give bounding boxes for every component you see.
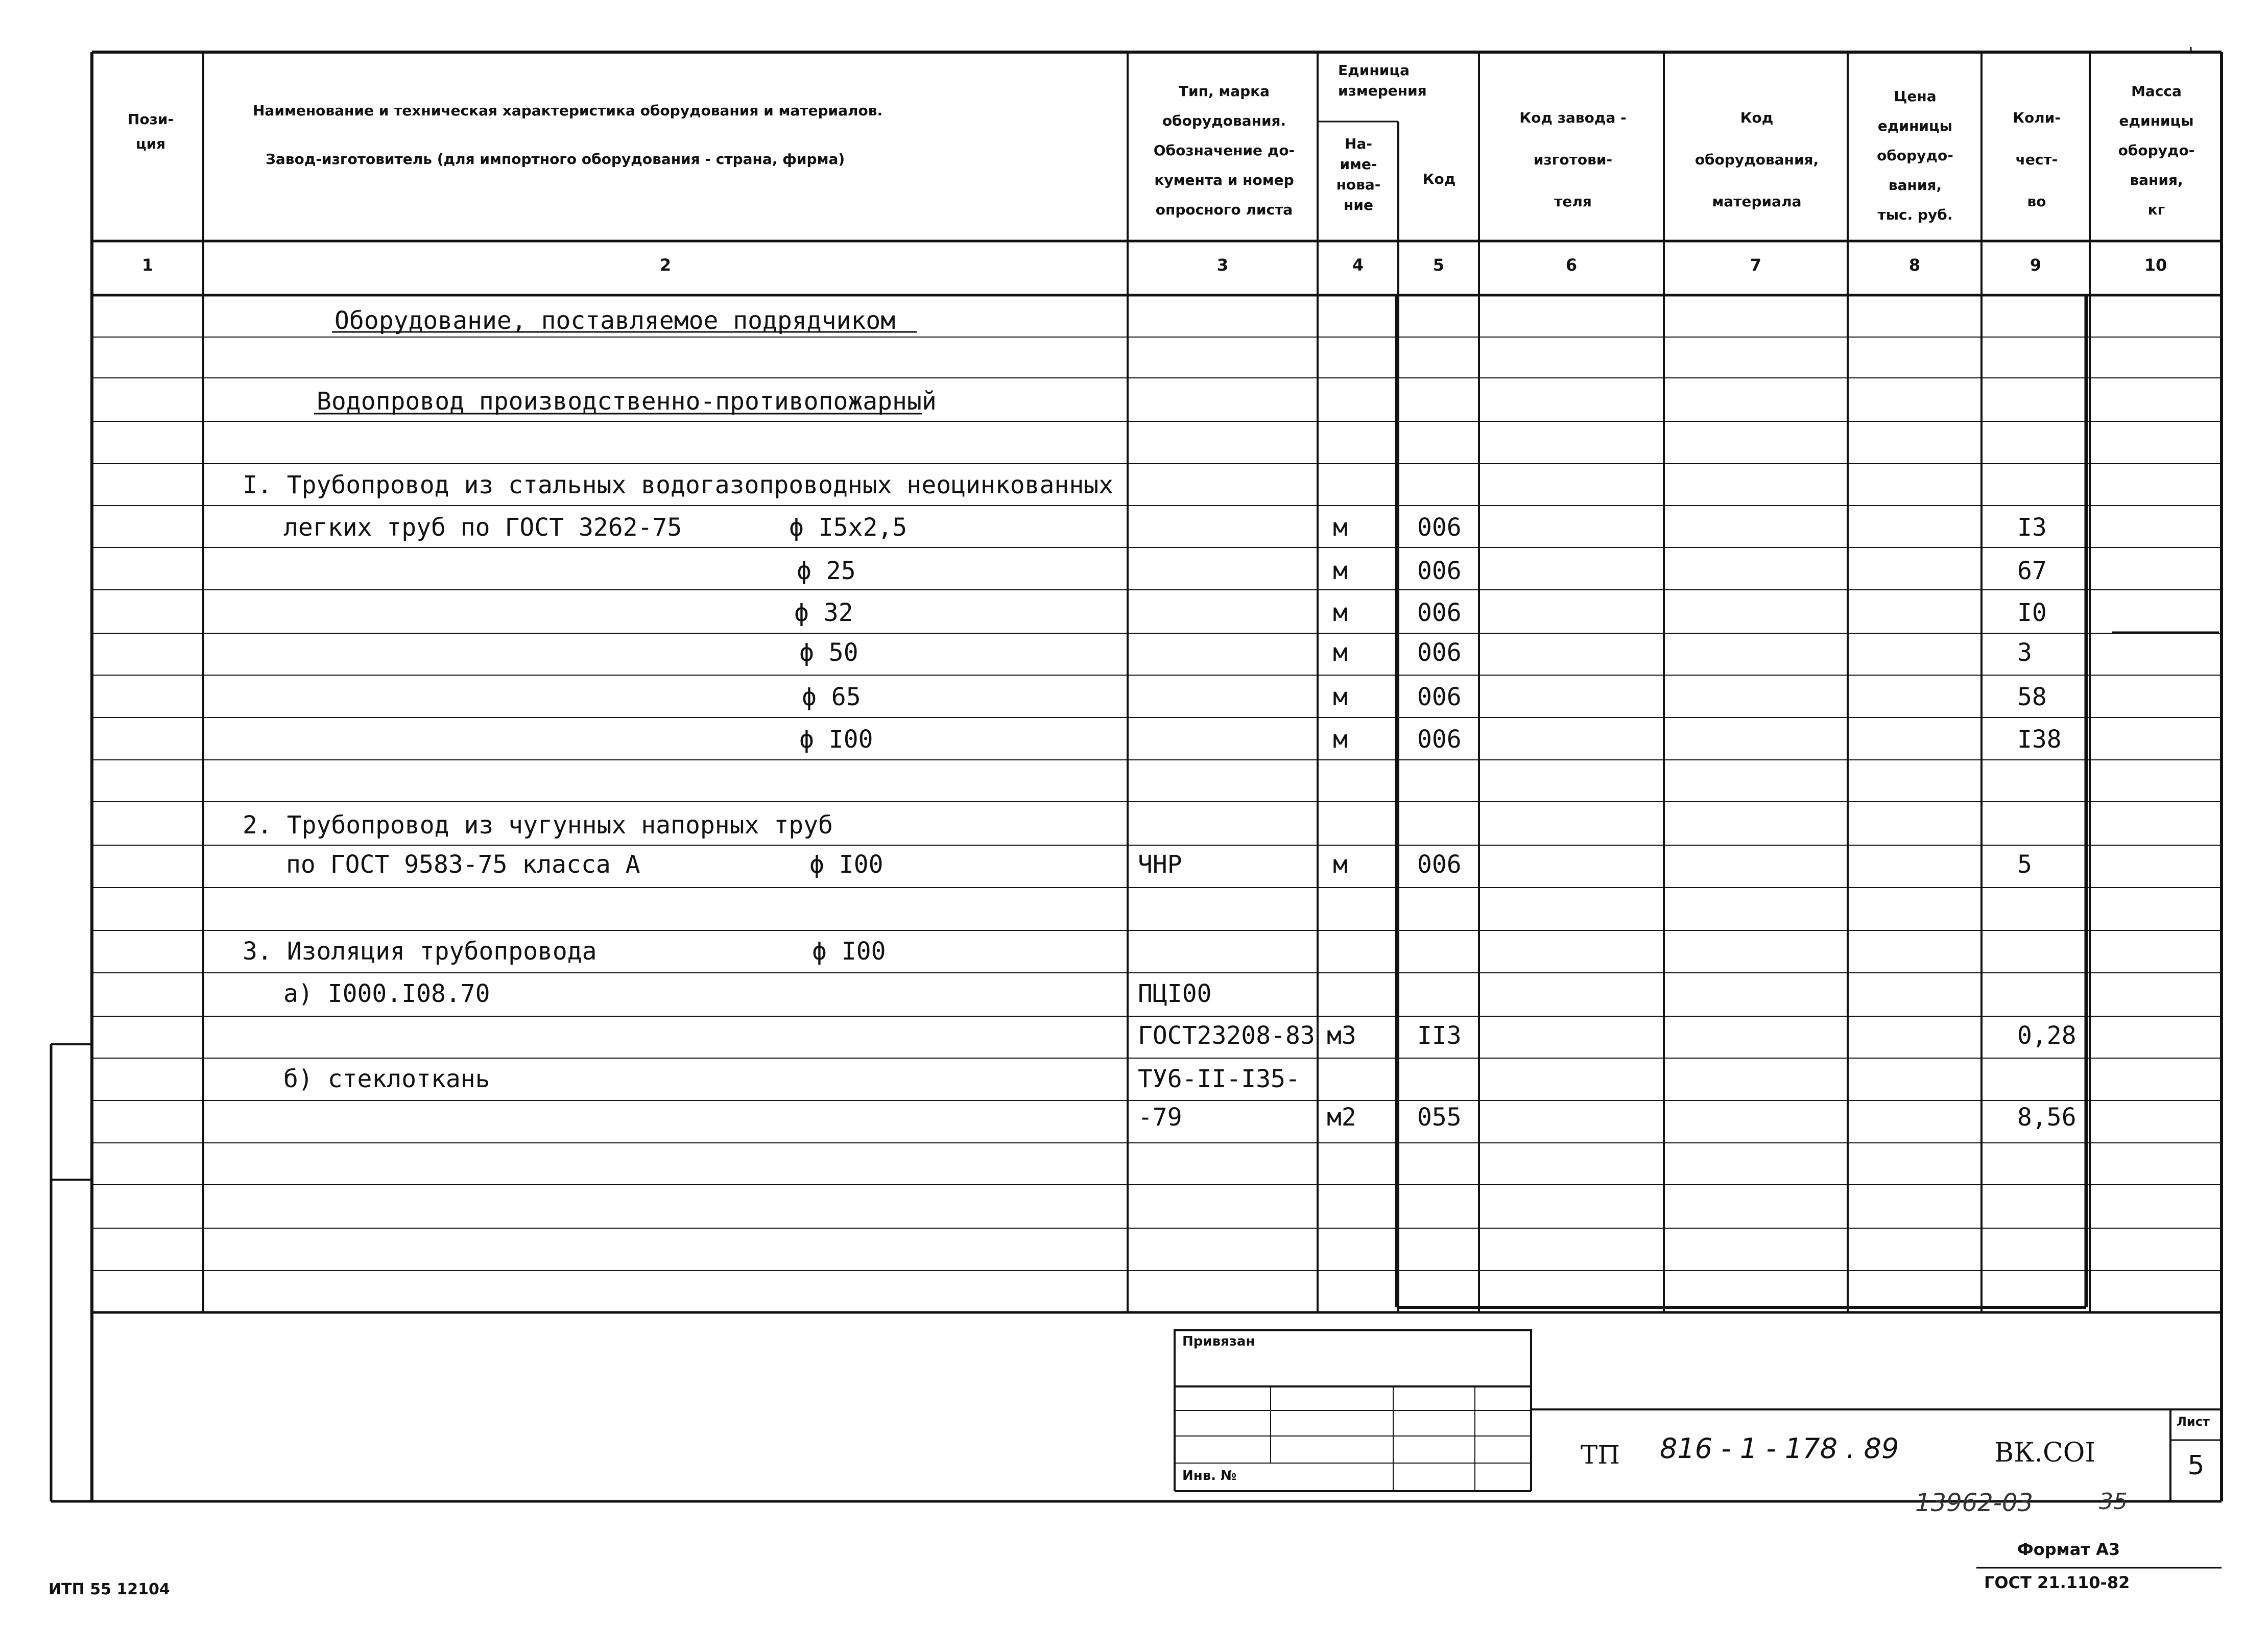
row-unit: м: [1333, 850, 1348, 879]
row-name: по ГОСТ 9583-75 класса А: [286, 850, 640, 879]
row-diameter: ϕ 25: [797, 557, 856, 585]
header-type: Тип, марка оборудования. Обозначение до- кумента и номер опросного листа: [1153, 83, 1295, 218]
column-number: 2: [659, 255, 672, 275]
row-unit: м: [1333, 513, 1348, 542]
doc-number: 816 - 1 - 178 . 89: [1660, 1432, 1899, 1465]
row-type: ПЦI00: [1138, 979, 1212, 1008]
handwritten-reference: 13962-03: [1915, 1489, 2034, 1517]
row-unit: м: [1333, 557, 1348, 585]
column-number: 5: [1433, 255, 1445, 275]
handwritten-number: 35: [2099, 1489, 2128, 1515]
row-quantity: 3: [2017, 638, 2032, 667]
column-number: 1: [141, 255, 154, 275]
sheet-number: 5: [2187, 1450, 2205, 1481]
row-unit: м: [1333, 638, 1348, 667]
row-unit: м: [1333, 725, 1348, 754]
row-name: I. Трубопровод из стальных водогазопроводных неоцинкованных: [243, 471, 1114, 499]
row-diameter: ϕ I00: [812, 937, 886, 966]
section-title-water-supply: Водопровод производственно-противопожарный: [317, 387, 937, 416]
row-name: а) I000.I08.70: [283, 979, 490, 1008]
row-unit-code: 006: [1417, 850, 1462, 879]
sheet-label: Лист: [2177, 1415, 2210, 1429]
row-quantity: I0: [2017, 598, 2047, 627]
column-number: 7: [1750, 255, 1762, 275]
row-name: 2. Трубопровод из чугунных напорных труб: [243, 811, 833, 840]
header-manufacturer-code: Код завода - изготови- теля: [1519, 109, 1627, 210]
stamp-inventory-number: Инв. №: [1182, 1468, 1237, 1483]
header-position: Пози- ция: [127, 111, 174, 152]
header-mass: Масса единицы оборудо- вания, кг: [2118, 83, 2195, 218]
doc-code: ВК.СОI: [1994, 1438, 2095, 1468]
row-unit: м: [1333, 683, 1348, 711]
header-unit-name: На- име- нова- ние: [1336, 135, 1381, 213]
row-quantity: 67: [2017, 557, 2047, 585]
row-unit-code: 006: [1417, 683, 1462, 711]
row-quantity: 5: [2017, 850, 2032, 879]
row-unit-code: 006: [1417, 557, 1462, 585]
row-name: легких труб по ГОСТ 3262-75: [283, 513, 682, 542]
row-unit-code: II3: [1417, 1021, 1462, 1050]
row-unit-code: 006: [1417, 725, 1462, 754]
column-number: 8: [1908, 255, 1921, 275]
column-number: 9: [2030, 255, 2042, 275]
row-quantity: I3: [2017, 513, 2047, 542]
column-number: 6: [1565, 255, 1578, 275]
row-unit-code: 055: [1417, 1103, 1462, 1132]
row-type: ГОСТ23208-83: [1138, 1021, 1315, 1050]
header-price: Цена единицы оборудо- вания, тыс. руб.: [1877, 88, 1953, 223]
header-name-line1: Наименование и техническая характеристика оборудования и материалов.: [253, 102, 883, 119]
row-type: ЧНР: [1138, 850, 1182, 879]
row-unit: м: [1333, 598, 1348, 627]
header-unit-code: Код: [1422, 171, 1456, 187]
row-unit-code: 006: [1417, 598, 1462, 627]
header-quantity: Коли- чест- во: [2013, 109, 2061, 210]
row-quantity: 8,56: [2017, 1103, 2076, 1132]
row-unit: м2: [1327, 1103, 1356, 1132]
row-name: 3. Изоляция трубопровода: [243, 937, 597, 966]
header-equipment-code: Код оборудования, материала: [1694, 109, 1819, 210]
itp-label: ИТП 55 12104: [49, 1581, 170, 1598]
column-number: 10: [2144, 255, 2167, 275]
row-name: б) стеклоткань: [283, 1065, 490, 1093]
format-label: Формат А3: [2017, 1540, 2120, 1559]
row-diameter: ϕ I5x2,5: [789, 513, 908, 542]
row-unit: м3: [1327, 1021, 1356, 1050]
stamp-privyazan: Привязан: [1182, 1334, 1255, 1349]
row-diameter: ϕ 32: [794, 598, 853, 627]
row-quantity: 58: [2017, 683, 2047, 711]
section-title-equipment: Оборудование, поставляемое подрядчиком: [335, 306, 896, 335]
row-diameter: ϕ I00: [799, 725, 873, 754]
row-diameter: ϕ 50: [799, 638, 858, 667]
row-type: -79: [1138, 1103, 1182, 1132]
column-number: 4: [1352, 255, 1364, 275]
header-name-line2: Завод-изготовитель (для импортного оборудования - страна, фирма): [266, 151, 845, 167]
row-quantity: I38: [2017, 725, 2062, 754]
row-diameter: ϕ 65: [802, 683, 861, 711]
row-unit-code: 006: [1417, 513, 1462, 542]
doc-prefix: ТП: [1581, 1440, 1620, 1470]
column-number: 3: [1216, 255, 1229, 275]
row-unit-code: 006: [1417, 638, 1462, 667]
row-type: ТУ6-II-I35-: [1138, 1065, 1300, 1093]
gost-label: ГОСТ 21.110-82: [1984, 1573, 2130, 1592]
row-quantity: 0,28: [2017, 1021, 2076, 1050]
header-unit-group: Единица измерения: [1338, 62, 1427, 99]
row-diameter: ϕ I00: [809, 850, 884, 879]
